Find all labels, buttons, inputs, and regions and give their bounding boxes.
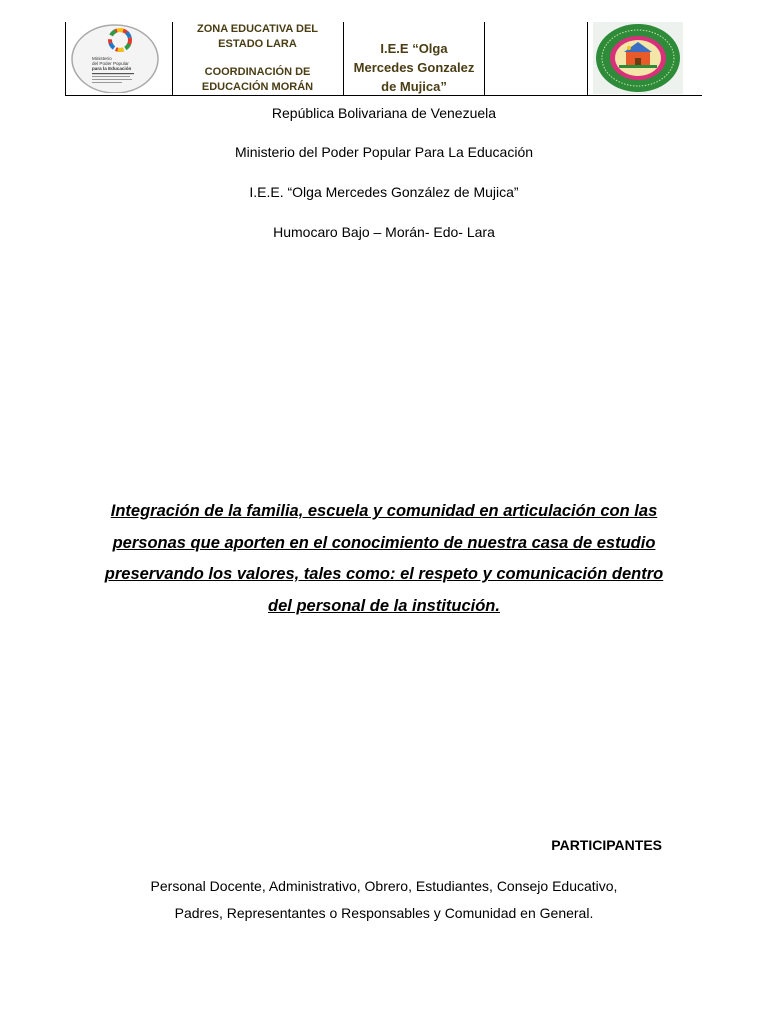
institution-name: [344, 39, 484, 96]
institution-name-line-1: I.E.E “Olga: [380, 41, 448, 56]
participants-line-2: Padres, Representantes o Responsables y Comunidad en General.: [174, 905, 594, 921]
school-seal-cell: [588, 22, 702, 95]
location-line: Humocaro Bajo – Morán- Edo- Lara: [273, 224, 495, 240]
institution-name-cell: [344, 22, 485, 95]
ministry-logo-text-1: Ministerio: [92, 56, 112, 61]
ministry-logo: [70, 23, 160, 93]
ministry-logo-text-2: del Poder Popular: [92, 61, 129, 66]
school-seal-icon: [593, 22, 683, 94]
coordinacion-line-2: EDUCACIÓN MORÁN: [201, 81, 314, 93]
ministry-line: Ministerio del Poder Popular Para La Educación: [234, 144, 534, 160]
institution-line: I.E.E. “Olga Mercedes González de Mujica”: [249, 184, 519, 200]
zona-educativa-text: [172, 22, 343, 52]
institution-name-line-3: de Mujica”: [381, 79, 447, 94]
coordinacion-line-1: COORDINACIÓN DE: [204, 66, 311, 78]
participants-list: [104, 873, 664, 927]
ministry-logo-text-3: para la Educación: [92, 66, 132, 71]
participants-line-1: Personal Docente, Administrativo, Obrero, Estudiantes, Consejo Educativo,: [150, 878, 618, 894]
participants-heading: PARTICIPANTES: [551, 837, 662, 853]
zona-line-1: ZONA EDUCATIVA DEL: [197, 23, 318, 35]
zona-educativa-cell: [172, 22, 344, 95]
empty-header-cell: [485, 22, 588, 95]
project-title: Integración de la familia, escuela y comunidad en articulación con las personas que aporten en el conocimiento de nuestra casa de estudio preservando los valores, tales como: el respeto y comunicación dentro del personal de la institución.: [104, 502, 664, 615]
letterhead: [65, 22, 702, 96]
letterhead-logo-cell: [65, 22, 173, 95]
zona-line-2: ESTADO LARA: [218, 38, 297, 50]
republic-line: República Bolivariana de Venezuela: [271, 105, 497, 121]
institution-name-line-2: Mercedes Gonzalez: [353, 60, 475, 75]
coordinacion-text: [172, 65, 343, 95]
